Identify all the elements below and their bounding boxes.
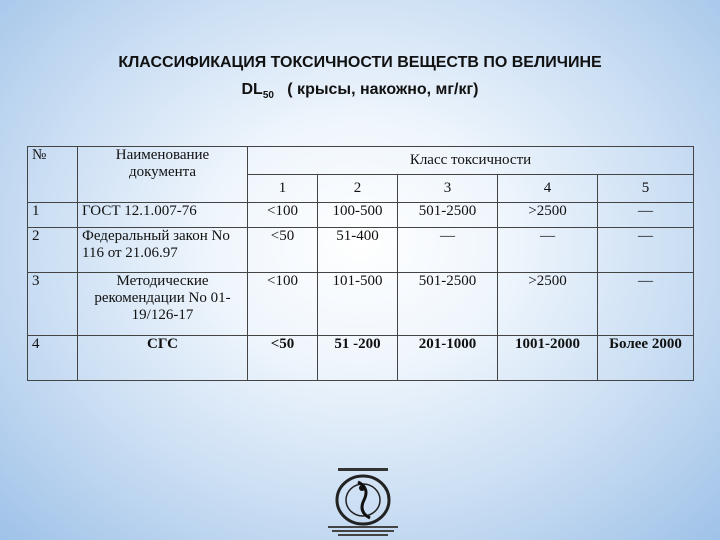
row-number: 4	[28, 336, 78, 381]
row-value: <100	[248, 273, 318, 336]
row-value: 100-500	[318, 203, 398, 228]
header-number: №	[28, 147, 78, 203]
row-document: СГС	[78, 336, 248, 381]
row-value: —	[398, 228, 498, 273]
row-value: 51 -200	[318, 336, 398, 381]
table-row	[28, 336, 694, 381]
row-value: <50	[248, 228, 318, 273]
header-document: Наименование документа	[78, 147, 248, 203]
row-number: 2	[28, 228, 78, 273]
header-toxicity-class: Класс токсичности	[248, 147, 694, 175]
class-3: 3	[398, 175, 498, 203]
table-row	[28, 203, 694, 228]
row-value: —	[598, 228, 694, 273]
dl-subscript: 50	[262, 90, 274, 102]
row-value: 501-2500	[398, 273, 498, 336]
row-document: Федеральный закон No 116 от 21.06.97	[78, 228, 248, 273]
row-value: 501-2500	[398, 203, 498, 228]
row-value: >2500	[498, 273, 598, 336]
row-value: —	[598, 273, 694, 336]
class-2: 2	[318, 175, 398, 203]
row-document: Методические рекомендации No 01-19/126-17	[78, 273, 248, 336]
class-1: 1	[248, 175, 318, 203]
row-value: 1001-2000	[498, 336, 598, 381]
organization-logo	[318, 468, 408, 540]
row-value: —	[498, 228, 598, 273]
table-row	[28, 273, 694, 336]
toxicity-table	[27, 146, 694, 381]
class-4: 4	[498, 175, 598, 203]
table-header-row	[28, 147, 694, 175]
row-document: ГОСТ 12.1.007-76	[78, 203, 248, 228]
dl-conditions: ( крысы, накожно, мг/кг)	[287, 81, 479, 98]
row-value: <50	[248, 336, 318, 381]
row-value: 51-400	[318, 228, 398, 273]
row-value: <100	[248, 203, 318, 228]
dl-label: DL	[241, 81, 263, 98]
row-value: Более 2000	[598, 336, 694, 381]
slide-title-line-2	[0, 81, 720, 101]
row-value: >2500	[498, 203, 598, 228]
row-number: 1	[28, 203, 78, 228]
class-5: 5	[598, 175, 694, 203]
row-value: —	[598, 203, 694, 228]
row-value: 101-500	[318, 273, 398, 336]
slide-title-line-1: КЛАССИФИКАЦИЯ ТОКСИЧНОСТИ ВЕЩЕСТВ ПО ВЕЛИЧИНЕ	[118, 54, 602, 71]
row-number: 3	[28, 273, 78, 336]
table-row	[28, 228, 694, 273]
row-value: 201-1000	[398, 336, 498, 381]
